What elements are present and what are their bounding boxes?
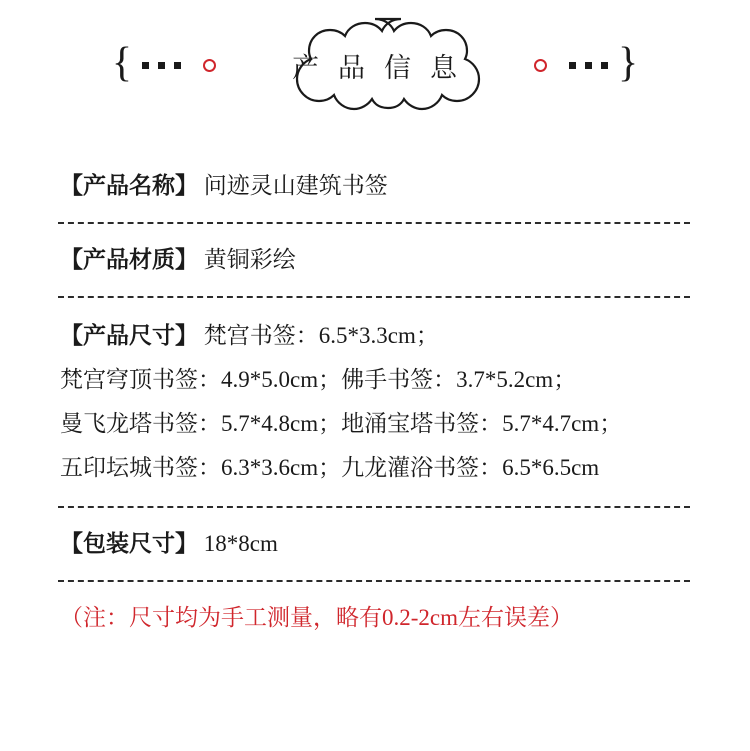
- title-char-3: 信: [384, 52, 412, 83]
- dot-icon: [601, 62, 608, 69]
- right-brace: }: [618, 40, 639, 86]
- page-title: [232, 13, 518, 117]
- product-material-label: 【产品材质】: [60, 247, 198, 272]
- dot-icon: [142, 62, 149, 69]
- title-char-1: 产: [292, 52, 320, 83]
- title-char-2: 品: [338, 52, 366, 83]
- product-size-first-value: 梵宫书签：6.5*3.3cm；: [203, 323, 439, 348]
- divider: [58, 580, 690, 582]
- product-size-line: 曼飞龙塔书签：5.7*4.8cm；地涌宝塔书签：5.7*4.7cm；: [60, 411, 623, 436]
- package-size-row: [0, 518, 750, 572]
- dot-icon: [158, 62, 165, 69]
- product-size-label: 【产品尺寸】: [60, 323, 198, 348]
- product-size-line: 五印坛城书签：6.3*3.6cm；九龙灌浴书签：6.5*6.5cm: [60, 455, 600, 480]
- product-size-row: [0, 308, 750, 498]
- product-name-label: 【产品名称】: [60, 173, 198, 198]
- cloud-frame: [232, 13, 518, 117]
- left-dots: [142, 62, 181, 69]
- product-material-value: 黄铜彩绘: [203, 247, 296, 272]
- left-brace: {: [111, 40, 132, 86]
- dot-icon: [569, 62, 576, 69]
- header-ornament: [0, 0, 750, 130]
- title-char-4: 息: [430, 52, 458, 83]
- product-info-list: [0, 160, 750, 638]
- divider: [58, 506, 690, 508]
- header-inner: [0, 0, 750, 130]
- right-dots: [569, 62, 608, 69]
- divider: [58, 222, 690, 224]
- package-size-value: 18*8cm: [203, 531, 278, 556]
- measurement-note: （注：尺寸均为手工测量，略有0.2-2cm左右误差）: [60, 605, 574, 630]
- divider: [58, 296, 690, 298]
- circle-icon: [203, 59, 216, 72]
- package-size-label: 【包装尺寸】: [60, 531, 198, 556]
- circle-icon: [534, 59, 547, 72]
- product-name-row: [0, 160, 750, 214]
- product-name-value: 问迹灵山建筑书签: [203, 173, 388, 198]
- dot-icon: [585, 62, 592, 69]
- product-size-line: 梵宫穹顶书签：4.9*5.0cm；佛手书签：3.7*5.2cm；: [60, 367, 577, 392]
- product-material-row: [0, 234, 750, 288]
- dot-icon: [174, 62, 181, 69]
